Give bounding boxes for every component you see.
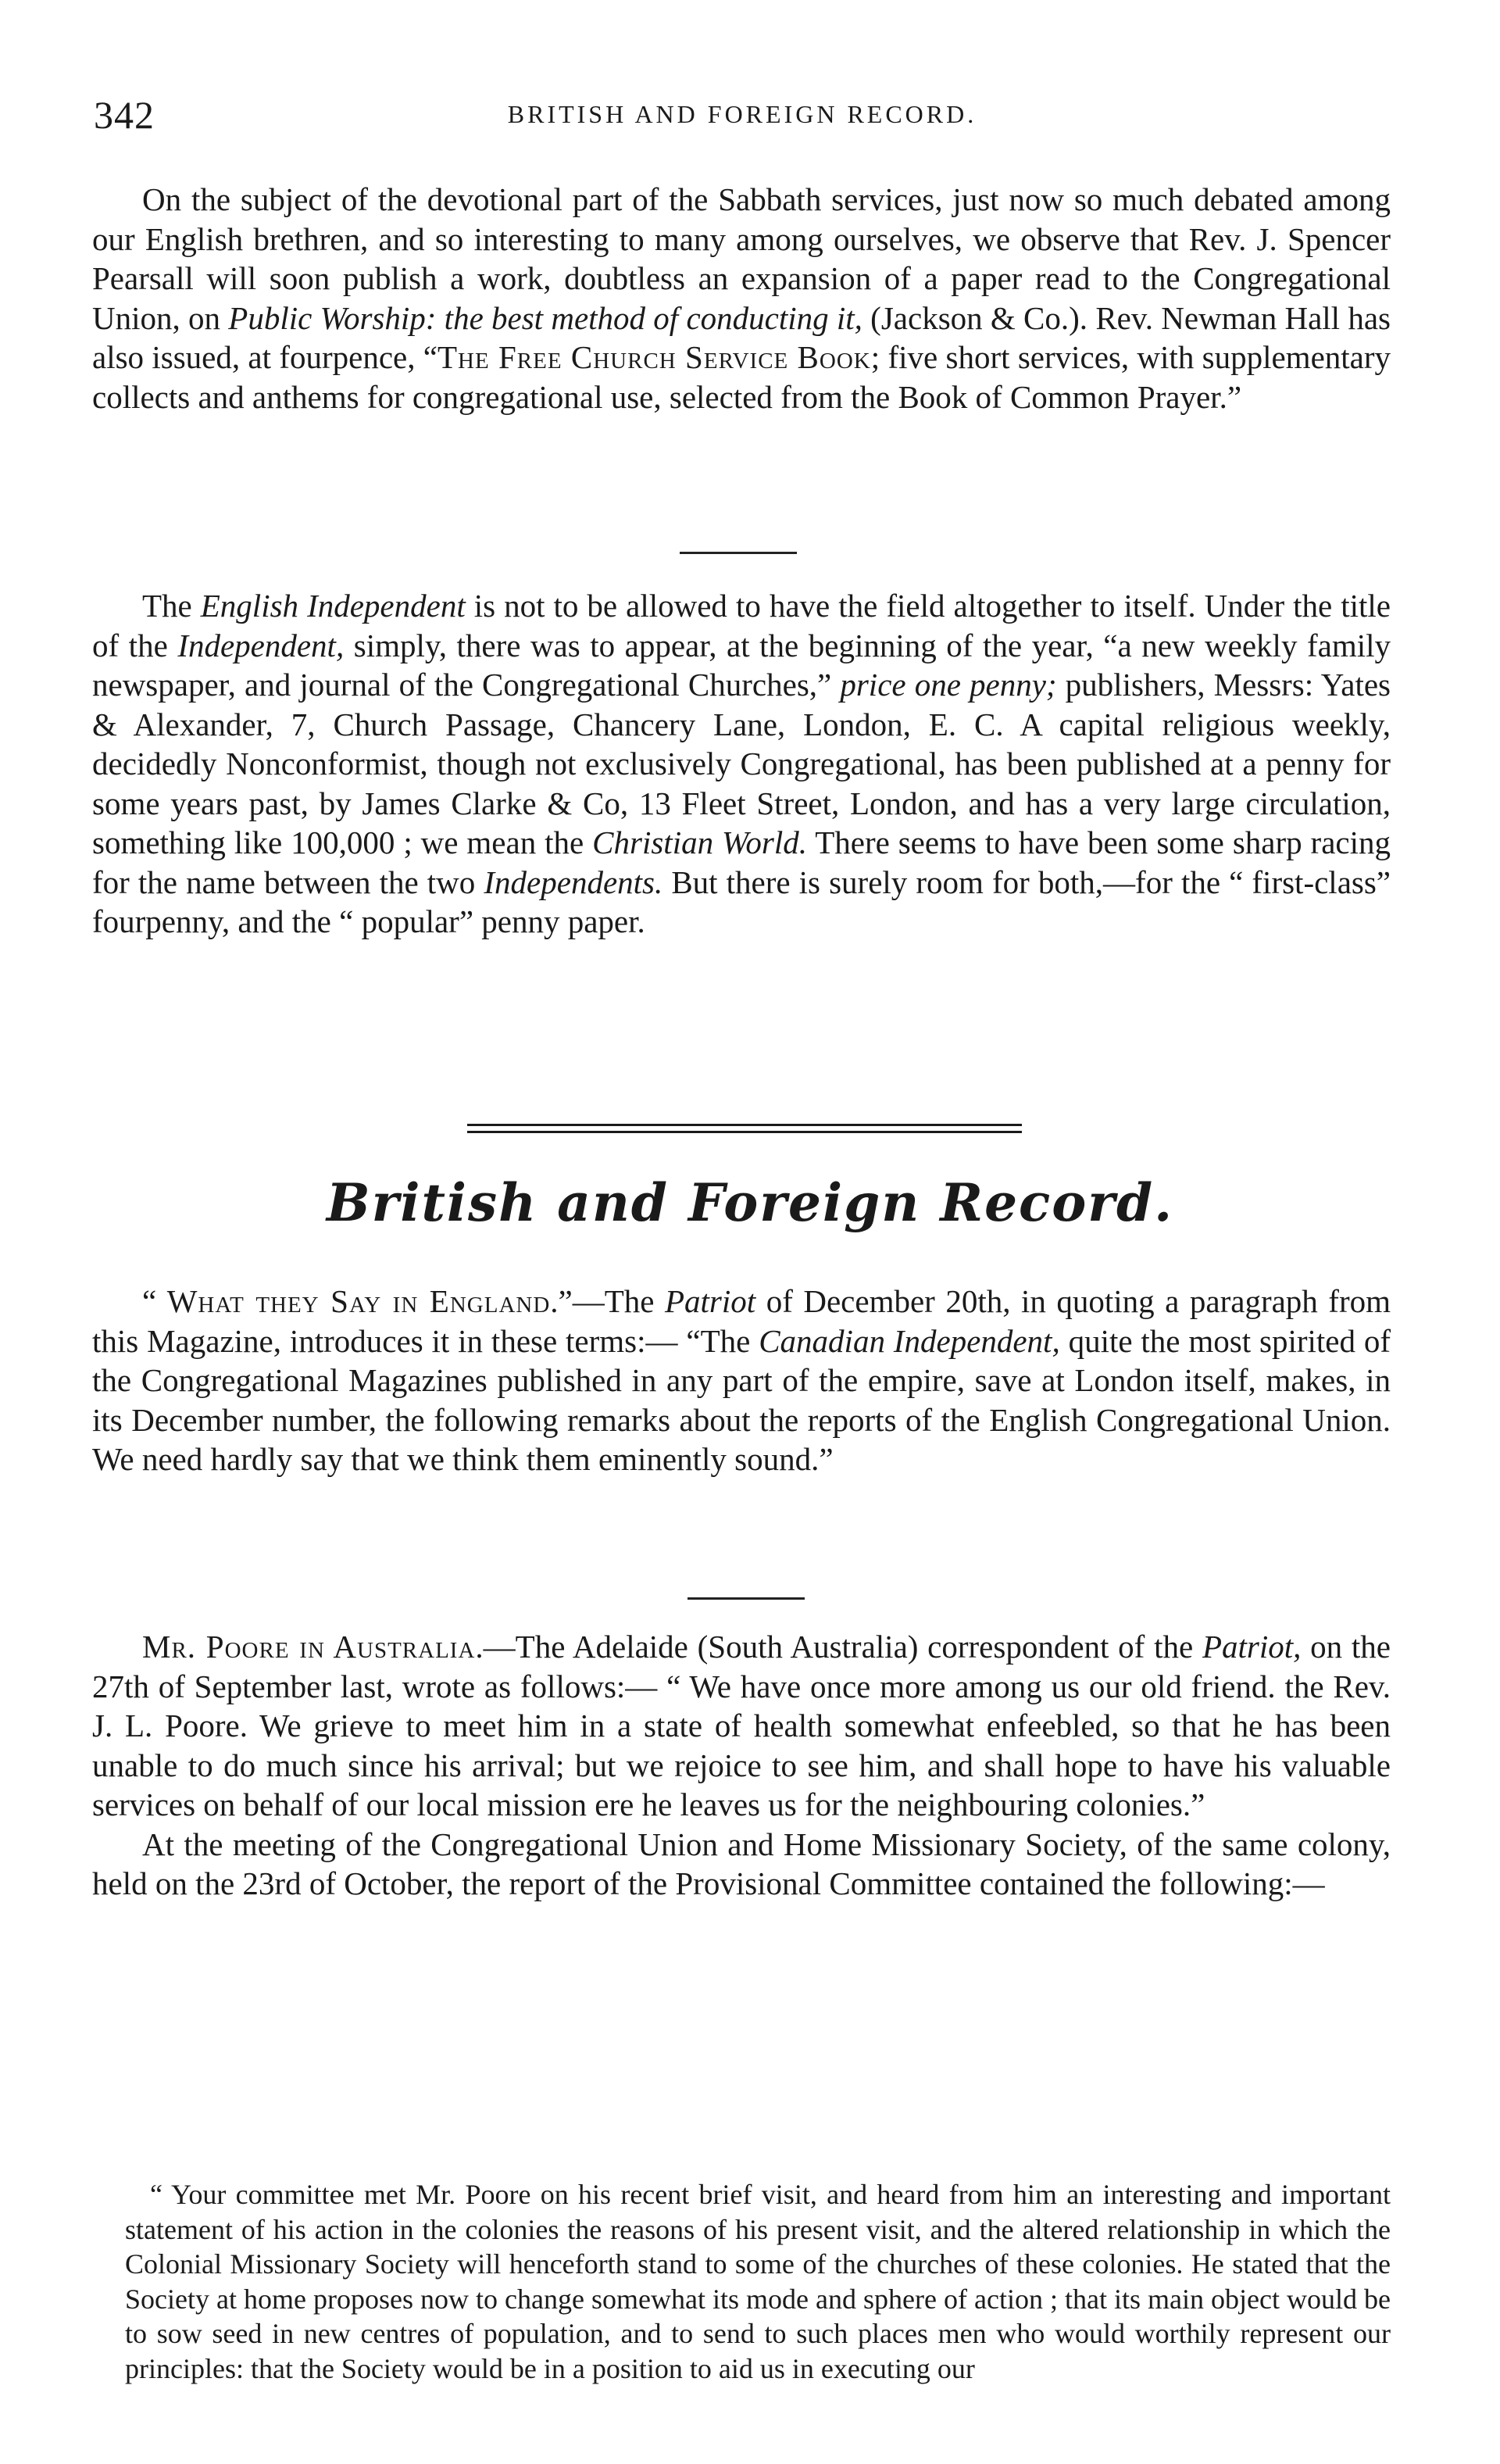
section-title: British and Foreign Record. [326,1172,1174,1233]
para1-title-public-worship: Public Worship: the best method of conducting it, [228,299,862,336]
page-header [94,92,1391,147]
para2-text-2: is not to be allowed to have the field altogether to itself. Under the title of the [92,588,1391,663]
para2-title-english-independent: English Independent [200,588,466,624]
para1-text-2: (Jackson & Co.). Rev. Newman Hall has also issued, at fourpence, “ [92,299,1391,375]
paragraph-mr-poore [92,1627,1391,1904]
section-double-rule [467,1124,1022,1135]
para2-text-1: The [142,588,201,624]
para2-text-5: There seems to have been some sharp racing for the name between the two [92,824,1391,900]
para3-title-patriot: Patriot [665,1283,756,1319]
para4-text-1: .—The Adelaide (South Australia) correspondent of the [475,1629,1202,1665]
para2-price: price one penny; [840,667,1057,703]
rule-line-bottom [467,1131,1022,1133]
para4-heading: Mr. Poore in Australia [142,1629,476,1665]
para1-title-free-church-service-book: The Free Church Service Book [437,339,871,375]
para3-title-canadian-independent: Canadian Independent, [759,1322,1060,1359]
separator-rule-2 [688,1597,805,1600]
para3-open-quote: “ [142,1283,167,1319]
para3-heading: What they Say in England [166,1283,551,1319]
para4-text-2: on the 27th of September last, wrote as follows:— “ We have once more among us our old friend. the Rev. J. L. Poore. We grieve to meet him in a state of health somewhat enfeebled, so that he has been unable to do much since his arrival; but we rejoice to see him, and shall hope to have his valuable services on behalf of our local mission ere he leaves us for the neighbouring colonies.” [92,1629,1391,1822]
paragraph-devotional-services [92,180,1391,417]
para1-text-3: ; five short services, with supplementary collects and anthems for congregational use, selected from the Book of Common Prayer.” [92,339,1391,415]
para2-title-independents: Independents. [484,864,663,900]
para2-text-6: But there is surely room for both,—for the “ first-class” fourpenny, and the “ popular” penny paper. [92,864,1391,939]
paragraph-what-they-say [92,1282,1391,1479]
committee-report-quote [125,2177,1391,2386]
running-head: BRITISH AND FOREIGN RECORD. [507,100,977,128]
paragraph-english-independent [92,586,1391,942]
para4-title-patriot: Patriot, [1202,1629,1302,1665]
page-number: 342 [94,93,155,137]
para2-title-independent: Independent, [177,627,345,663]
para1-text-1: On the subject of the devotional part of the Sabbath services, just now so much debated among our English brethren, and so interesting to many among ourselves, we observe that Rev. J. Spencer Pearsall will soon publish a work, doubtless an expansion of a paper read to the Congregational Union, on [92,181,1391,336]
separator-rule-1 [680,552,797,554]
para3-text-2: of December 20th, in quoting a paragraph from this Magazine, introduces it in these terms:— “The [92,1283,1391,1359]
para2-text-4: publishers, Messrs: Yates & Alexander, 7, Church Passage, Chancery Lane, London, E. C. A capital religious weekly, decidedly Nonconformist, though not exclusively Congregational, has been published at a penny for some years past, by James Clarke & Co, 13 Fleet Street, London, and has a very large circulation, something like 100,000 ; we mean the [92,667,1391,860]
para3-text-1: .”—The [550,1283,665,1319]
para2-title-christian-world: Christian World. [592,824,808,860]
para3-text-3: quite the most spirited of the Congregational Magazines published in any part of the empire, save at London itself, makes, in its December number, the following remarks about the reports of the English Congregational Union. We need hardly say that we think them eminently sound.” [92,1322,1391,1477]
para5-text: At the meeting of the Congregational Union and Home Missionary Society, of the same colony, held on the 23rd of October, the report of the Provisional Committee contained the following:— [92,1826,1391,1901]
quote-text: “ Your committee met Mr. Poore on his recent brief visit, and heard from him an interesting and important statement of his action in the colonies the reasons of his present visit, and the altered relationship in which the Colonial Missionary Society will henceforth stand to some of the churches of these colonies. He stated that the Society at home proposes now to change somewhat its mode and sphere of action ; that its main object would be to sow seed in new centres of population, and to send to such places men who would worthily represent our principles: that the Society would be in a position to aid us in executing our [125,2179,1391,2384]
rule-line-top [467,1124,1022,1126]
para2-text-3: simply, there was to appear, at the beginning of the year, “a new weekly family newspaper, and journal of the Congregational Churches,” [92,627,1391,703]
paragraph-meeting [92,1825,1391,1904]
